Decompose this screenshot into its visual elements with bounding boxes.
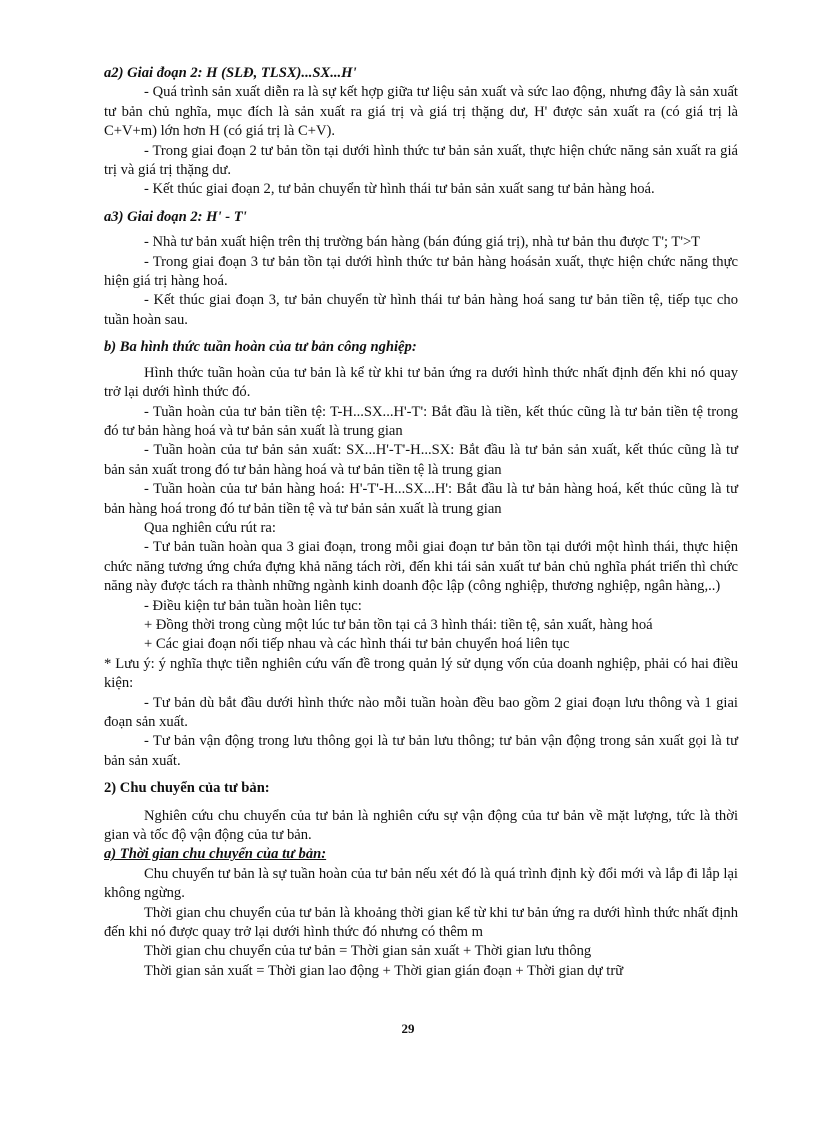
paragraph: - Tuần hoàn của tư bản hàng hoá: H'-T'-H...SX...H': Bắt đầu là tư bản hàng hoá, kết thúc cũng là tư bản hàng hoá trong đó tư bản tiền tệ và tư bản sản xuất là trung gian <box>104 481 738 517</box>
paragraph: - Tuần hoàn của tư bản sản xuất: SX...H'-T'-H...SX: Bắt đầu là tư bản sản xuất, kết thúc cũng là tư bản sản xuất trong đó tư bản hàng hoá và tư bản tiền tệ là trung gian <box>104 442 738 478</box>
paragraph: - Trong giai đoạn 3 tư bản tồn tại dưới hình thức tư bản hàng hoásản xuất, thực hiện chức năng thực hiện giá trị hàng hoá. <box>104 253 738 290</box>
paragraph: - Trong giai đoạn 2 tư bản tồn tại dưới hình thức tư bản sản xuất, thực hiện chức năng sản xuất ra giá trị và giá trị thặng dư. <box>104 142 738 179</box>
heading-2a: a) Thời gian chu chuyển của tư bản: <box>104 846 327 863</box>
heading-b: b) Ba hình thức tuần hoàn của tư bản công nghiệp: <box>104 339 417 356</box>
paragraph: Chu chuyển tư bản là sự tuần hoàn của tư bản nếu xét đó là quá trình định kỳ đổi mới và lắp đi lắp lại không ngừng. <box>104 865 738 902</box>
page-number: 29 <box>401 1021 415 1036</box>
paragraph: Thời gian sản xuất = Thời gian lao động + Thời gian gián đoạn + Thời gian dự trữ <box>144 962 624 979</box>
document-body <box>104 64 738 981</box>
paragraph: - Tư bản dù bắt đầu dưới hình thức nào mỗi tuần hoàn đều bao gồm 2 giai đoạn lưu thông và 1 giai đoạn sản xuất. <box>104 694 738 730</box>
heading-a3: a3) Giai đoạn 2: H' - T' <box>104 208 247 225</box>
paragraph: - Tư bản tuần hoàn qua 3 giai đoạn, trong mỗi giai đoạn tư bản tồn tại dưới một hình thái, thực hiện chức năng tương ứng chứa đựng khả năng tách rời, đến khi tái sản xuất tư bản chủ nghĩa phát triển thì chức năng này được tách ra thành những ngành kinh doanh độc lập (công nghiệp, thương nghiệp, ngân hàng,..) <box>104 539 738 595</box>
paragraph: - Tuần hoàn của tư bản tiền tệ: T-H...SX...H'-T': Bắt đầu là tiền, kết thúc cũng là tư bản tiền tệ trong đó tư bản hàng hoá và tư bản sản xuất là trung gian <box>104 403 738 439</box>
note-paragraph: * Lưu ý: ý nghĩa thực tiễn nghiên cứu vấn đề trong quản lý sử dụng vốn của doanh nghiệp, phải có hai điều kiện: <box>104 655 738 692</box>
paragraph: - Kết thúc giai đoạn 2, tư bản chuyển từ hình thái tư bản sản xuất sang tư bản hàng hoá. <box>144 181 655 198</box>
heading-2: 2) Chu chuyển của tư bản: <box>104 780 270 797</box>
paragraph: + Các giai đoạn nối tiếp nhau và các hình thái tư bản chuyển hoá liên tục <box>144 636 570 653</box>
paragraph: Thời gian chu chuyển của tư bản = Thời gian sản xuất + Thời gian lưu thông <box>144 943 592 960</box>
paragraph: - Điều kiện tư bản tuần hoàn liên tục: <box>144 597 362 614</box>
heading-a2: a2) Giai đoạn 2: H (SLĐ, TLSX)...SX...H' <box>104 65 357 81</box>
paragraph: Qua nghiên cứu rút ra: <box>144 519 276 536</box>
paragraph: + Đồng thời trong cùng một lúc tư bản tồn tại cả 3 hình thái: tiền tệ, sản xuất, hàng hoá <box>144 616 653 633</box>
paragraph: - Nhà tư bản xuất hiện trên thị trường bán hàng (bán đúng giá trị), nhà tư bản thu được T'; T'>T <box>144 234 701 251</box>
paragraph: - Tư bản vận động trong lưu thông gọi là tư bản lưu thông; tư bản vận động trong sản xuất gọi là tư bản sản xuất. <box>104 733 738 769</box>
paragraph: Thời gian chu chuyển của tư bản là khoảng thời gian kể từ khi tư bản ứng ra dưới hình thức nhất định đến khi nó được quay trở lại dưới hình thức đó nhưng có thêm m <box>104 904 738 941</box>
paragraph: Hình thức tuần hoàn của tư bản là kể từ khi tư bản ứng ra dưới hình thức nhất định đến khi nó quay trở lại dưới hình thức đó. <box>104 364 738 401</box>
paragraph: - Kết thúc giai đoạn 3, tư bản chuyển từ hình thái tư bản hàng hoá sang tư bản tiền tệ, tiếp tục cho tuần hoàn sau. <box>104 292 738 328</box>
paragraph: - Quá trình sản xuất diễn ra là sự kết hợp giữa tư liệu sản xuất và sức lao động, nhưng đây là sản xuất tư bản chủ nghĩa, mục đích là sản xuất ra giá trị và giá trị thặng dư, H' được sản xuất ra (có giá trị là C+V+m) lớn hơn H (có giá trị là C+V). <box>104 84 738 140</box>
paragraph: Nghiên cứu chu chuyển của tư bản là nghiên cứu sự vận động của tư bản về mặt lượng, tức là thời gian và tốc độ vận động của tư bản. <box>104 807 738 844</box>
